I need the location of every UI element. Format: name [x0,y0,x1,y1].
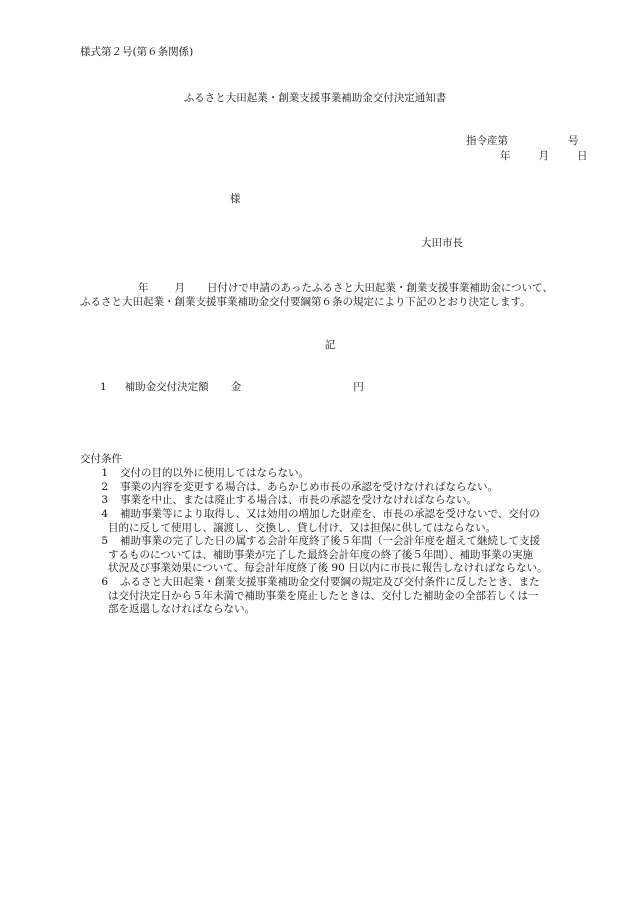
condition-item [80,535,600,576]
condition-line: は交付決定日から５年未満で補助事業を廃止したときは、交付した補助金の全部若しくは一 [108,589,539,602]
document-number-suffix: 号 [568,135,579,147]
condition-item [80,576,600,617]
document-number-prefix: 指令産第 [466,135,508,147]
body-line-2: ふるさと大田起業・創業支援事業補助金交付要綱第６条の規定により下記のとおり決定します。 [80,295,531,308]
condition-item [80,481,600,495]
condition-number: 4 [101,507,108,520]
amount-yen: 円 [353,381,364,393]
amount-kin: 金 [230,381,242,393]
grant-amount-line [100,381,364,395]
condition-text [120,494,600,508]
issue-date [500,150,588,164]
condition-line: 補助事業等により取得し、又は効用の増加した財産を、市長の承認を受けないで、交付の [120,507,540,520]
issuer: 大田市長 [421,237,463,249]
condition-number: 3 [101,494,108,507]
condition-line: 部を返還しなければならない。 [108,603,255,616]
condition-line: 状況及び事業効果について、毎会計年度終了後 90 日以内に市長に報告しなければならない。 [108,562,548,575]
condition-item [80,494,600,508]
document-title: ふるさと大田起業・創業支援事業補助金交付決定通知書 [183,92,447,104]
body-month: 月 [174,282,185,294]
condition-line: 交付の目的以外に使用してはならない。 [120,467,309,479]
condition-line: ふるさと大田起業・創業支援事業補助金交付要綱の規定及び交付条件に反したとき、また [120,576,540,589]
body-line-1 [80,282,600,296]
addressee: 様 [230,193,241,205]
condition-line: 事業の内容を変更する場合は、あらかじめ市長の承認を受けなければならない。 [120,480,498,493]
body-year: 年 [138,282,149,294]
condition-text [120,481,600,495]
conditions-list [80,467,600,617]
body-line-1-rest: 日付けで申請のあったふるさと大田起業・創業支援事業補助金について、 [207,282,553,294]
condition-number: 6 [101,576,108,589]
conditions-title: 交付条件 [80,453,122,465]
amount-label: 補助金交付決定額 [124,381,209,393]
date-day: 日 [577,150,588,162]
date-month: 月 [538,150,549,162]
condition-line: 目的に反して使用し、譲渡し、交換し、貸し付け、又は担保に供してはならない。 [108,521,497,534]
ki-heading: 記 [324,339,336,351]
document-number [466,135,579,149]
condition-line: 事業を中止、または廃止する場合は、市長の承認を受けなければならない。 [120,494,477,507]
condition-number: 1 [101,467,108,479]
date-year: 年 [500,150,511,162]
amount-number: 1 [100,381,107,393]
condition-number: 2 [101,480,108,493]
condition-text [120,467,600,481]
condition-text [108,535,600,576]
condition-text [108,507,600,535]
form-number: 様式第２号(第６条関係) [80,46,194,58]
condition-item [80,467,600,481]
condition-line: 補助事業の完了した日の属する会計年度終了後５年間（一会計年度を超えて継続して支援 [120,535,540,548]
condition-number: 5 [101,535,108,548]
condition-line: するものについては、補助事業が完了した最終会計年度の終了後５年間）、補助事業の実施 [108,548,534,561]
condition-item [80,508,600,535]
condition-text [108,576,600,617]
body-paragraph [80,282,600,309]
